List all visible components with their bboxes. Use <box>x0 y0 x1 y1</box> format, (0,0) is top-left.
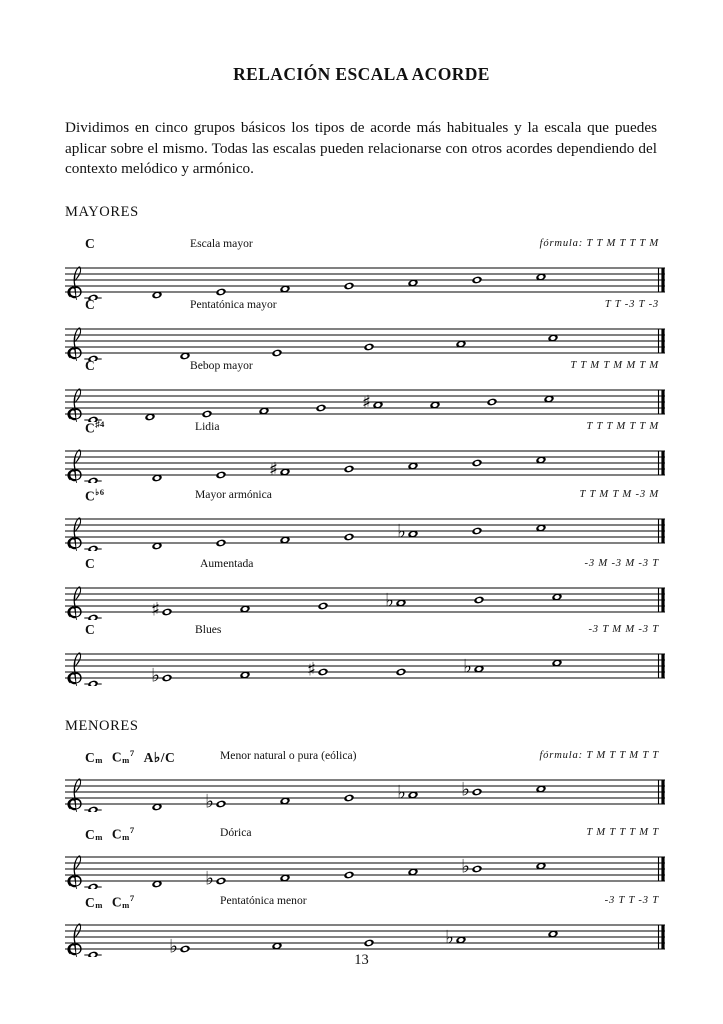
chord-symbol: $C_m$ <box>85 826 103 842</box>
note-head <box>363 939 374 948</box>
treble-clef-icon <box>67 855 81 889</box>
staff <box>65 378 665 422</box>
staff <box>65 642 665 686</box>
scale-formula: T T T M T T M <box>586 421 659 432</box>
staff-notation <box>65 256 665 300</box>
chord-symbol: $C_m$ <box>85 749 103 765</box>
chord-extension: ♯4 <box>95 419 105 429</box>
scale-name: Pentatónica mayor <box>190 298 277 311</box>
staff <box>65 439 665 483</box>
note-head <box>473 596 484 605</box>
chord-symbols <box>85 487 105 505</box>
flat-accidental-icon: ♭ <box>445 927 454 949</box>
note-head <box>87 545 98 551</box>
staff-system <box>65 622 665 686</box>
chord-symbols <box>85 622 95 638</box>
staff <box>65 256 665 300</box>
staff-notation <box>65 439 665 483</box>
note-head <box>471 276 482 285</box>
chord-symbols <box>85 236 95 252</box>
staff-header <box>65 297 665 317</box>
staff-system <box>65 487 665 551</box>
staff-header <box>65 419 665 439</box>
chord-symbol: A♭/C <box>143 749 176 765</box>
chord-extension: 7 <box>129 893 135 903</box>
staff-header <box>65 358 665 378</box>
sharp-accidental-icon: ♯ <box>151 599 161 620</box>
note-head <box>317 602 328 611</box>
sharp-accidental-icon: ♯ <box>269 459 279 481</box>
sharp-accidental-icon: ♯ <box>307 659 317 681</box>
note-head <box>395 668 406 677</box>
staff-header <box>65 487 665 507</box>
scale-name: Escala mayor <box>190 237 253 250</box>
note-head <box>215 877 226 886</box>
staff-notation <box>65 317 665 361</box>
barline-thick <box>661 268 664 292</box>
flat-accidental-icon: ♭ <box>205 868 214 889</box>
scale-name: Menor natural o pura (eólica) <box>220 749 357 762</box>
staff-header <box>65 556 665 576</box>
note-head <box>471 865 482 874</box>
chord-symbols <box>85 893 135 911</box>
staff-notation <box>65 845 665 889</box>
treble-clef-icon <box>67 652 81 686</box>
scale-formula: fórmula: T T M T T T M <box>539 238 659 249</box>
barline-thick <box>661 519 664 543</box>
barline-thick <box>661 654 664 678</box>
staff-notation <box>65 913 665 957</box>
scale-name: Bebop mayor <box>190 359 253 372</box>
flat-accidental-icon: ♭ <box>461 779 470 801</box>
barline-thick <box>661 329 664 353</box>
treble-clef-icon <box>67 266 81 300</box>
treble-clef-icon <box>67 586 81 620</box>
staff-header <box>65 893 665 913</box>
note-head <box>215 471 226 480</box>
sharp-accidental-icon: ♯ <box>362 392 372 414</box>
barline-thick <box>661 857 664 881</box>
section-heading: MENORES <box>65 718 139 734</box>
page-number: 13 <box>354 952 369 968</box>
staff <box>65 576 665 620</box>
chord-symbol: $C^{♭6}$ <box>85 487 105 504</box>
note-head <box>215 539 226 548</box>
note-head <box>486 398 497 407</box>
staff-header <box>65 622 665 642</box>
scale-formula: T T -3 T -3 <box>604 299 659 310</box>
staff-header <box>65 825 665 845</box>
note-head <box>471 459 482 468</box>
staff-notation <box>65 576 665 620</box>
note-head <box>471 527 482 536</box>
note-head <box>315 404 326 413</box>
intro-paragraph <box>65 118 657 180</box>
scale-name: Mayor armónica <box>195 488 272 501</box>
chord-extension: ♭6 <box>95 487 105 497</box>
staff-system <box>65 748 665 812</box>
flat-accidental-icon: ♭ <box>461 856 470 878</box>
barline-thick <box>661 780 664 804</box>
chord-extension: 7 <box>129 748 135 758</box>
staff-notation <box>65 507 665 551</box>
chord-symbols <box>85 297 95 313</box>
staff-system <box>65 556 665 620</box>
staff-system <box>65 893 665 957</box>
flat-accidental-icon: ♭ <box>169 936 178 957</box>
chord-symbol: $C^{♯4}$ <box>85 419 105 436</box>
note-head <box>87 806 98 812</box>
scale-name: Pentatónica menor <box>220 894 307 907</box>
staff <box>65 317 665 361</box>
barline-thick <box>661 925 664 949</box>
note-head <box>343 871 354 880</box>
staff <box>65 913 665 957</box>
note-head <box>215 800 226 809</box>
chord-symbol: $C_m^7$ <box>111 748 135 765</box>
note-head <box>271 349 282 358</box>
note-head <box>161 608 172 617</box>
flat-accidental-icon: ♭ <box>151 665 160 686</box>
scale-formula: -3 T M M -3 T <box>588 624 659 635</box>
flat-accidental-icon: ♭ <box>397 521 406 543</box>
chord-symbols <box>85 358 95 374</box>
note-head <box>317 668 328 677</box>
scale-formula: T M T T T M T <box>586 827 659 838</box>
intro-text: Dividimos en cinco grupos básicos los tipos de acorde más habituales y la escala que puedes aplicar sobre el mismo. Todas las escalas pueden relacionarse con otros acordes dependiendo del contexto melódico y armónico. <box>65 119 657 177</box>
scale-formula: fórmula: T M T T M T T <box>539 750 659 761</box>
scale-formula: T T M T M -3 M <box>579 489 659 500</box>
chord-symbol: C <box>85 236 96 251</box>
staff-system <box>65 297 665 361</box>
chord-symbols <box>85 419 105 437</box>
staff-system <box>65 236 665 300</box>
staff-system <box>65 419 665 483</box>
treble-clef-icon <box>67 778 81 812</box>
scale-formula: -3 M -3 M -3 T <box>584 558 659 569</box>
staff-system <box>65 825 665 889</box>
note-head <box>363 343 374 352</box>
chord-symbol: $C_m^7$ <box>111 825 135 842</box>
barline-thick <box>661 390 664 414</box>
staff-notation <box>65 642 665 686</box>
staff-notation <box>65 768 665 812</box>
scale-name: Lidia <box>195 420 220 433</box>
note-head <box>471 788 482 797</box>
note-head <box>343 282 354 291</box>
note-head <box>87 680 98 686</box>
scale-formula: T T M T M M T M <box>570 360 659 371</box>
chord-extension: 7 <box>129 825 135 835</box>
scale-name: Aumentada <box>200 557 254 570</box>
flat-accidental-icon: ♭ <box>205 791 214 812</box>
note-head <box>201 410 212 419</box>
note-head <box>87 883 98 889</box>
staff-notation <box>65 378 665 422</box>
treble-clef-icon <box>67 327 81 361</box>
note-head <box>215 288 226 297</box>
flat-accidental-icon: ♭ <box>385 590 394 612</box>
chord-symbols <box>85 748 175 766</box>
chord-symbol: C <box>85 358 96 373</box>
treble-clef-icon <box>67 517 81 551</box>
staff-header <box>65 748 665 768</box>
chord-symbol: $C_m$ <box>85 894 103 910</box>
treble-clef-icon <box>67 388 81 422</box>
staff-system <box>65 358 665 422</box>
flat-accidental-icon: ♭ <box>463 656 472 678</box>
section-heading: MAYORES <box>65 204 139 220</box>
chord-symbols <box>85 556 95 572</box>
barline-thick <box>661 451 664 475</box>
note-head <box>343 465 354 474</box>
page-title: RELACIÓN ESCALA ACORDE <box>233 64 490 84</box>
barline-thick <box>661 588 664 612</box>
staff <box>65 845 665 889</box>
note-head <box>87 477 98 483</box>
staff <box>65 768 665 812</box>
staff-header <box>65 236 665 256</box>
staff <box>65 507 665 551</box>
note-head <box>87 614 98 620</box>
scale-name: Dórica <box>220 826 252 839</box>
note-head <box>161 674 172 683</box>
scale-formula: -3 T T -3 T <box>604 895 659 906</box>
treble-clef-icon <box>67 449 81 483</box>
chord-symbols <box>85 825 135 843</box>
flat-accidental-icon: ♭ <box>397 782 406 804</box>
note-head <box>343 794 354 803</box>
chord-symbol: $C_m^7$ <box>111 893 135 910</box>
chord-symbol: C <box>85 622 96 637</box>
chord-symbol: C <box>85 297 96 312</box>
note-head <box>343 533 354 542</box>
chord-symbol: C <box>85 556 96 571</box>
scale-name: Blues <box>195 623 222 636</box>
